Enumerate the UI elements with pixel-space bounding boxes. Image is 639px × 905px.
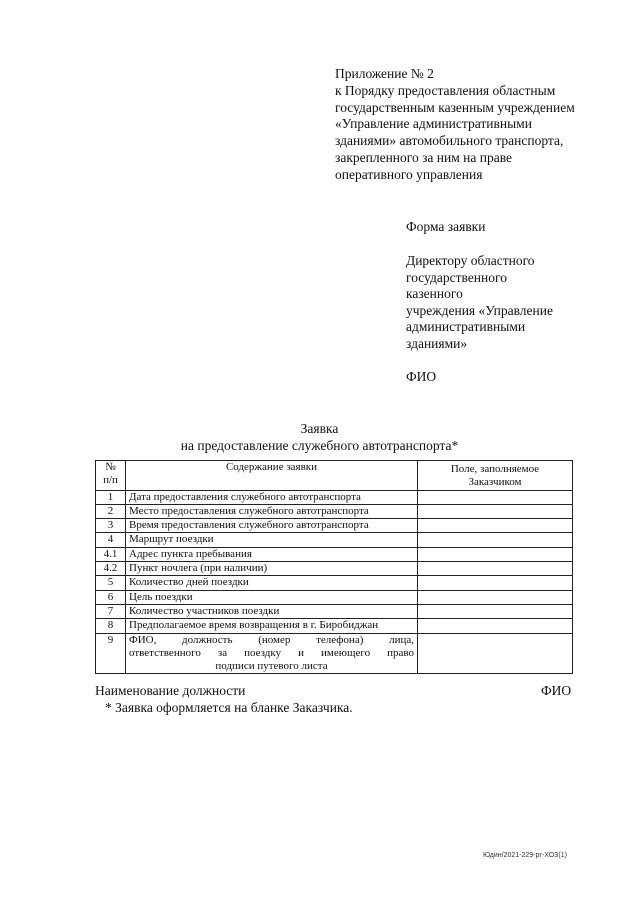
row-text-line: ответственного за поездку и имеющего право [129, 646, 414, 659]
table-row [96, 604, 573, 618]
title-line: Заявка [300, 421, 339, 436]
row-num: 5 [96, 576, 126, 590]
addressee-line: учреждения «Управление [406, 302, 553, 318]
signature-fio-label: ФИО [541, 683, 572, 698]
row-field[interactable] [418, 604, 573, 618]
row-field[interactable] [418, 633, 573, 674]
form-label: Форма заявки [406, 219, 486, 234]
document-title [0, 421, 639, 454]
subtitle-line: на предоставление служебного автотранспорта* [180, 437, 459, 453]
row-text: Количество участников поездки [126, 604, 418, 618]
table-row [96, 519, 573, 533]
footnote: * Заявка оформляется на бланке Заказчика. [105, 700, 353, 715]
table-row [96, 504, 573, 518]
row-text: Пункт ночлега (при наличии) [126, 562, 418, 576]
row-num: 4.1 [96, 547, 126, 561]
appendix-line: зданиями» автомобильного транспорта, [335, 133, 564, 149]
addressee-line: административными [406, 319, 526, 335]
table-row [96, 490, 573, 504]
position-label: Наименование должности [95, 683, 246, 698]
table-row [96, 547, 573, 561]
row-text: Количество дней поездки [126, 576, 418, 590]
row-num: 4.2 [96, 562, 126, 576]
appendix-line: «Управление административными [335, 116, 532, 132]
row-field[interactable] [418, 490, 573, 504]
addressee-line: казенного [406, 286, 463, 302]
row-field[interactable] [418, 562, 573, 576]
row-num: 8 [96, 619, 126, 633]
header-field-line: Поле, заполняемое [450, 463, 540, 475]
registration-stamp: Юдин/2021-229-рг-ХОЗ(1) [483, 852, 567, 859]
row-num: 7 [96, 604, 126, 618]
header-field [418, 461, 573, 491]
row-text-line: подписи путевого листа [215, 660, 328, 673]
addressee-line: государственного [406, 269, 507, 285]
appendix-line: государственным казенным учреждением [335, 99, 575, 115]
row-num: 1 [96, 490, 126, 504]
row-text: Предполагаемое время возвращения в г. Биробиджан [126, 619, 418, 633]
appendix-line: к Порядку предоставления областным [335, 82, 556, 98]
table-row [96, 633, 573, 674]
appendix-line: оперативного управления [335, 166, 483, 182]
row-text: Адрес пункта пребывания [126, 547, 418, 561]
row-num: 6 [96, 590, 126, 604]
addressee-line: зданиями» [406, 335, 468, 351]
appendix-line: закрепленного за ним на праве [335, 149, 513, 165]
table-row [96, 576, 573, 590]
row-field[interactable] [418, 519, 573, 533]
table-header-row [96, 461, 573, 491]
row-field[interactable] [418, 504, 573, 518]
table-row [96, 590, 573, 604]
table-row [96, 562, 573, 576]
addressee-block [406, 253, 616, 353]
row-text: Дата предоставления служебного автотранспорта [126, 490, 418, 504]
row-num: 4 [96, 533, 126, 547]
row-text: Цель поездки [126, 590, 418, 604]
addressee-line: Директору областного [406, 253, 535, 268]
appendix-line: Приложение № 2 [335, 66, 434, 81]
row-text [126, 633, 418, 674]
header-num-line: п/п [103, 474, 118, 487]
addressee-fio: ФИО [406, 369, 437, 384]
table-row [96, 533, 573, 547]
header-num [96, 461, 126, 491]
request-table [95, 460, 573, 674]
row-field[interactable] [418, 619, 573, 633]
table-row [96, 619, 573, 633]
row-field[interactable] [418, 590, 573, 604]
row-field[interactable] [418, 576, 573, 590]
row-text: Время предоставления служебного автотранспорта [126, 519, 418, 533]
row-text-line: ФИО, должность (номер телефона) лица, [129, 633, 414, 646]
appendix-block [335, 66, 625, 184]
row-field[interactable] [418, 547, 573, 561]
row-num: 9 [96, 633, 126, 674]
row-num: 3 [96, 519, 126, 533]
header-num-line: № [105, 461, 116, 473]
header-field-line: Заказчиком [468, 476, 522, 489]
row-field[interactable] [418, 533, 573, 547]
row-text: Маршрут поездки [126, 533, 418, 547]
header-content: Содержание заявки [126, 461, 418, 491]
row-text: Место предоставления служебного автотранспорта [126, 504, 418, 518]
row-num: 2 [96, 504, 126, 518]
